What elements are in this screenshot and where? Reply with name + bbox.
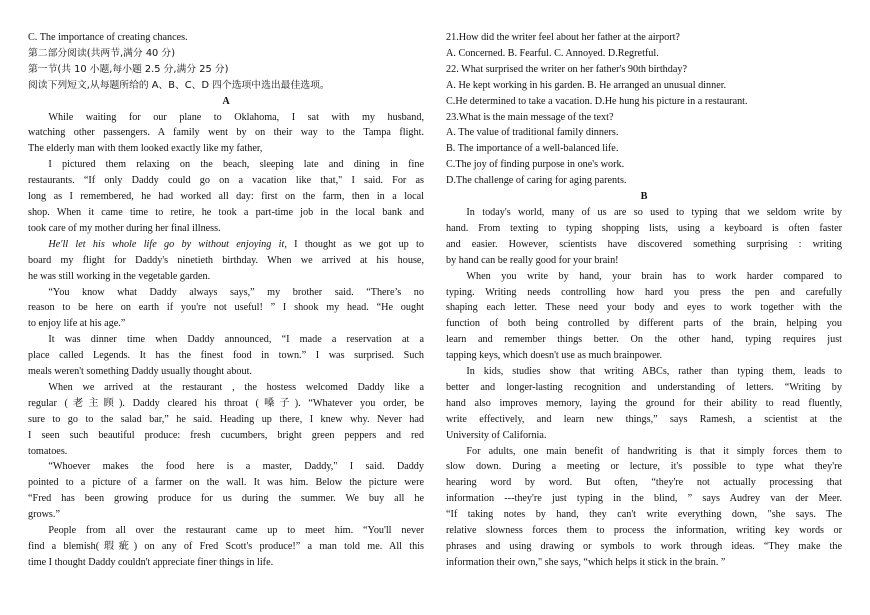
right-column: [446, 30, 842, 571]
text-line: When we arrived at the restaurant , the hostess welcomed Daddy like a: [48, 381, 424, 393]
text-line: A. Concerned. B. Fearful. C. Annoyed. D.Regretful.: [446, 47, 659, 59]
text-line: board my flight for Daddy's ninetieth birthday. When we arrived at his house,: [28, 254, 424, 266]
text-line: “You know what Daddy always says,” my brother said. “There’s no: [48, 286, 424, 298]
text-line: 23.What is the main message of the text?: [446, 111, 614, 123]
text-line: 21.How did the writer feel about her father at the airport?: [446, 32, 680, 43]
text-line: shaping each letter. These need your body and eyes to work together with the: [446, 302, 842, 314]
text-line: D.The challenge of caring for aging parents.: [446, 175, 627, 187]
text-line: reason to be here on earth if you're not useful! ” I shook my head. “He ought: [28, 302, 424, 314]
text-line: I pictured them relaxing on the beach, sleeping late and dining in fine: [48, 159, 424, 171]
passage-heading: B: [640, 191, 648, 203]
text-line: slow down. During a meeting or lecture, it's possible to type what they're: [446, 461, 842, 473]
text-line: regular (老主顾). Daddy cleared his throat (嗓子). “Whatever you order, be: [28, 397, 424, 409]
section-instruction: 阅读下列短文,从每题所给的 A、B、C、D 四个选项中选出最佳选项。: [28, 79, 330, 91]
text-line: 22. What surprised the writer on her father's 90th birthday?: [446, 63, 687, 75]
text-line: A. He kept working in his garden. B. He arranged an unusual dinner.: [446, 79, 727, 91]
text-line: hand. From texting to typing shopping lists, using a keyboard is often faster: [446, 222, 842, 234]
text-line: The elderly man with them looked exactly like my father,: [28, 143, 263, 155]
text-line: grows.”: [28, 509, 60, 521]
text-line: watching other passengers. A family went by on their way to the Tampa flight.: [28, 127, 424, 139]
text-line: “Whoever makes the food here is a master, Daddy," I said. Daddy: [48, 461, 424, 473]
text-line: learn and remember things better. On the other hand, typing requires just: [446, 334, 842, 346]
text-line: meals weren't something Daddy usually thought about.: [28, 366, 252, 378]
text-line: took care of my mother during her final illness.: [28, 222, 221, 234]
text-line: People from all over the restaurant came up to meet him. “You'll never: [48, 525, 424, 537]
text-line: When you write by hand, your brain has to work harder compared to: [466, 270, 842, 282]
text-line: B. The importance of a well-balanced life.: [446, 143, 619, 155]
text-line: “Fred has been growing produce for us during the summer. We buy all he: [28, 493, 424, 505]
italic-thought: He'll let his whole life go by without enjoying it: [48, 238, 285, 250]
text-line: typing. Writing needs controlling how hard you press the pen and carefully: [446, 286, 842, 298]
text-line: time I thought Daddy couldn't appreciate finer things in life.: [28, 556, 274, 568]
text-line: In today's world, many of us are so used to typing that we seldom write by: [466, 206, 842, 218]
text-line: [28, 237, 424, 253]
text-line: by hand can be really good for your brain!: [446, 254, 619, 266]
text-line: While waiting for our plane to Oklahoma, I sat with my husband,: [48, 111, 424, 123]
text-line: he was still working in the vegetable garden.: [28, 270, 211, 282]
left-column: [28, 30, 424, 571]
text-line: and easier. However, scientists have discovered something surprising : writing: [446, 238, 842, 250]
text-line: hearing word by word. But often, “they're not actually processing that: [446, 477, 842, 489]
section-instruction: 第一节(共 10 小题,每小题 2.5 分,满分 25 分): [28, 63, 229, 75]
text-run: , I thought as we got up to: [284, 238, 424, 250]
passage-heading: A: [222, 95, 230, 107]
text-line: function of both being controlled by different parts of the brain, helping you: [446, 318, 842, 330]
text-line: A. The value of traditional family dinners.: [446, 127, 619, 139]
text-line: shop. When it came time to retire, he took a part-time job in the local bank and: [28, 206, 424, 218]
text-line: “If taking notes by hand, they can't write everything down, "she says. The: [446, 509, 842, 521]
text-line: I seen such beautiful produce: fresh cucumbers, bright green peppers and red: [28, 429, 424, 441]
text-line: University of California.: [446, 429, 547, 441]
text-line: It was dinner time when Daddy announced, “I made a reservation at a: [48, 334, 424, 346]
text-line: C. The importance of creating chances.: [28, 32, 188, 43]
text-line: write effectively, and learn new things,” says Ramesh, a scientist at the: [446, 413, 842, 425]
text-line: phrases and using drawing or symbols to work through ideas. “They make the: [446, 541, 842, 552]
text-line: restaurants. “If only Daddy could go on a vacation like that," I said. For as: [28, 175, 424, 187]
text-line: place called Legends. It has the finest food in town.” I was surprised. Such: [28, 350, 424, 362]
text-line: tomatoes.: [28, 445, 68, 457]
text-line: find a blemish(瑕疵) on any of Fred Scott's produce!” a man told me. All this: [28, 541, 424, 552]
text-line: information ---they're just typing in the blind, ” says Audrey van der Meer.: [446, 493, 842, 505]
text-line: C.He determined to take a vacation. D.He hung his picture in a restaurant.: [446, 95, 748, 107]
text-line: information their own," she says, “which helps it stick in the brain. ”: [446, 556, 726, 568]
text-line: C.The joy of finding purpose in one's work.: [446, 159, 625, 171]
text-line: tapping keys, which doesn't use as much brainpower.: [446, 350, 663, 362]
section-instruction: 第二部分阅读(共两节,满分 40 分): [28, 47, 176, 59]
text-line: For adults, one main benefit of handwriting is that it simply forces them to: [466, 445, 842, 457]
text-line: relative slowness forces them to process the information, writing key words or: [446, 525, 842, 537]
text-line: better and longer-lasting recognition and understanding of letters. “Writing by: [446, 381, 842, 393]
text-line: hand also improves memory, laying the ground for their ability to read fluently,: [446, 397, 842, 409]
text-line: In kids, studies show that writing ABCs, rather than typing them, leads to: [466, 366, 842, 378]
text-line: long as I remembered, he had worked all day: first on the farm, then in a local: [28, 191, 424, 203]
text-line: sure to go to the salad bar,” he said. Heading up there, I knew why. Never had: [28, 413, 424, 425]
text-line: to enjoy life at his age.”: [28, 318, 126, 330]
text-line: pointed to a picture of a farmer on the wall. It was him. Below the picture were: [28, 477, 424, 489]
